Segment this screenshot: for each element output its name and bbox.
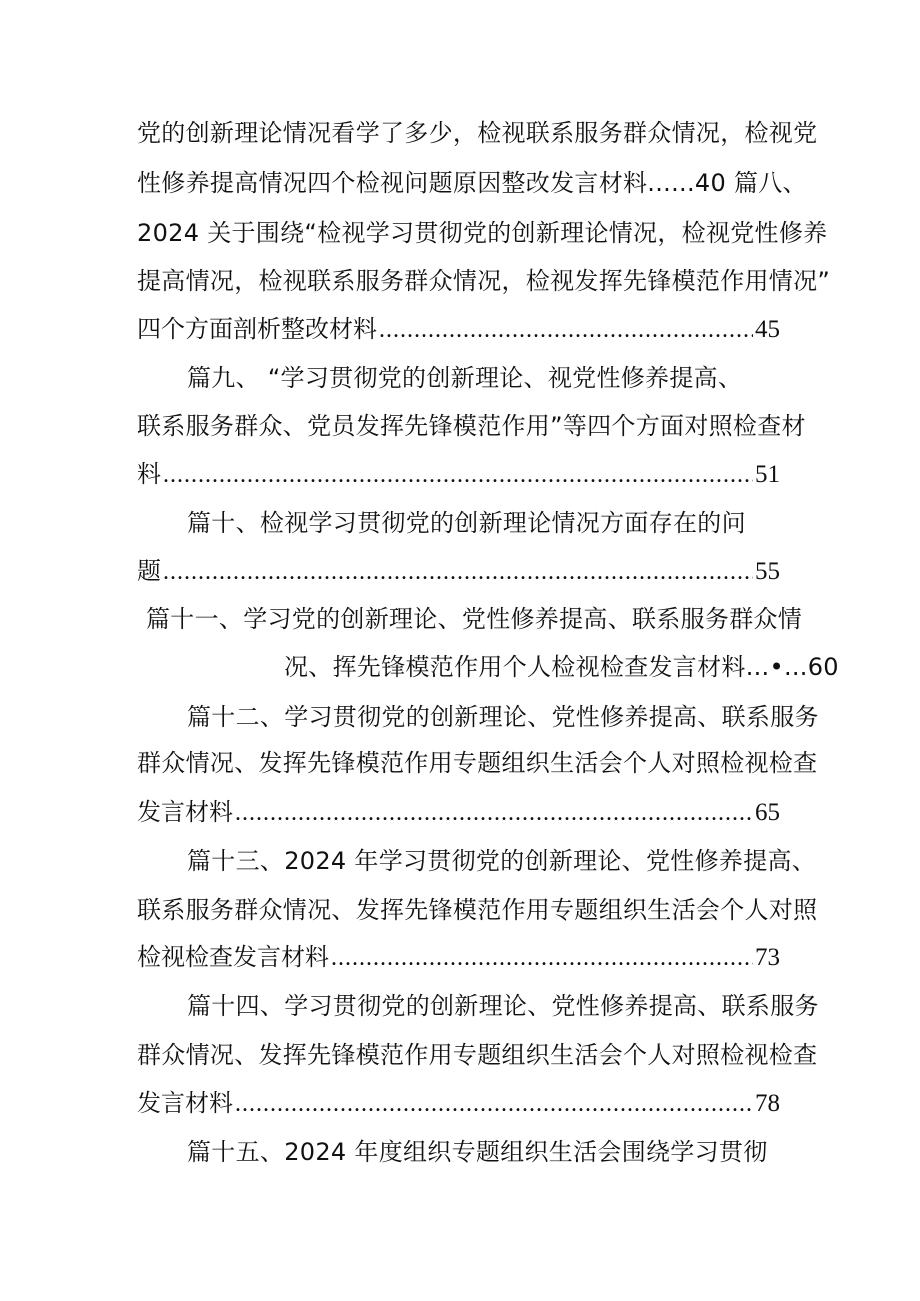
toc-entry-12-line-2: 群众情况、发挥先锋模范作用专题组织生活会个人对照检视检查 bbox=[137, 749, 818, 777]
toc-entry-10-line-1: 篇十、检视学习贯彻党的创新理论情况方面存在的问 bbox=[187, 509, 746, 537]
toc-entry-10-text: 题 bbox=[137, 557, 161, 585]
toc-entry-14-last-line[interactable] bbox=[137, 1088, 780, 1119]
toc-entry-13-text: 检视检查发言材料 bbox=[137, 943, 329, 971]
toc-entry-8-text: 四个方面剖析整改材料 bbox=[137, 315, 377, 343]
toc-entry-8-line-3: 2024 关于围绕“检视学习贯彻党的创新理论情况，检视党性修养 bbox=[137, 219, 828, 247]
toc-entry-12-last-line[interactable] bbox=[137, 797, 780, 828]
leader-dots bbox=[331, 943, 753, 973]
toc-entry-10-page-number: 55 bbox=[755, 558, 780, 585]
toc-entry-12-line-1: 篇十二、学习贯彻党的创新理论、党性修养提高、联系服务 bbox=[187, 703, 819, 731]
toc-entry-9-text: 料 bbox=[137, 460, 161, 488]
toc-entry-9-last-line[interactable] bbox=[137, 459, 780, 490]
toc-entry-13-line-1: 篇十三、2024 年学习贯彻党的创新理论、党性修养提高、 bbox=[187, 847, 817, 875]
toc-entry-8-line-2: 性修养提高情况四个检视问题原因整改发言材料......40 篇八、 bbox=[137, 169, 807, 197]
toc-entry-12-text: 发言材料 bbox=[137, 798, 233, 826]
toc-entry-13-page-number: 73 bbox=[755, 944, 780, 971]
toc-entry-14-line-2: 群众情况、发挥先锋模范作用专题组织生活会个人对照检视检查 bbox=[137, 1041, 818, 1069]
toc-entry-14-text: 发言材料 bbox=[137, 1089, 233, 1117]
leader-dots bbox=[235, 1089, 753, 1119]
toc-entry-11-line-2[interactable]: 况、挥先锋模范作用个人检视检查发言材料...•...60 bbox=[284, 653, 839, 681]
toc-entry-9-page-number: 51 bbox=[755, 461, 780, 488]
toc-entry-14-page-number: 78 bbox=[755, 1090, 780, 1117]
leader-dots bbox=[235, 798, 753, 828]
toc-entry-8-page-number: 45 bbox=[755, 316, 780, 343]
toc-entry-8-line-4: 提高情况，检视联系服务群众情况，检视发挥先锋模范作用情况” bbox=[137, 267, 831, 295]
toc-entry-12-page-number: 65 bbox=[755, 799, 780, 826]
toc-entry-9-line-1: 篇九、 “学习贯彻党的创新理论、视党性修养提高、 bbox=[187, 364, 743, 392]
toc-entry-8-last-line[interactable] bbox=[137, 314, 780, 345]
toc-entry-13-line-2: 联系服务群众情况、发挥先锋模范作用专题组织生活会个人对照 bbox=[137, 896, 818, 924]
toc-entry-14-line-1: 篇十四、学习贯彻党的创新理论、党性修养提高、联系服务 bbox=[187, 992, 819, 1020]
toc-entry-8-line-1: 党的创新理论情况看学了多少，检视联系服务群众情况，检视党 bbox=[137, 119, 818, 147]
toc-entry-15-line-1: 篇十五、2024 年度组织专题组织生活会围绕学习贯彻 bbox=[187, 1138, 768, 1166]
toc-entry-9-line-2: 联系服务群众、党员发挥先锋模范作用”等四个方面对照检查材 bbox=[137, 412, 806, 440]
leader-dots bbox=[379, 315, 753, 345]
toc-entry-13-last-line[interactable] bbox=[137, 942, 780, 973]
toc-entry-11-line-1: 篇十一、学习党的创新理论、党性修养提高、联系服务群众情 bbox=[146, 605, 803, 633]
leader-dots bbox=[163, 460, 753, 490]
leader-dots bbox=[163, 557, 753, 587]
toc-entry-10-last-line[interactable] bbox=[137, 556, 780, 587]
